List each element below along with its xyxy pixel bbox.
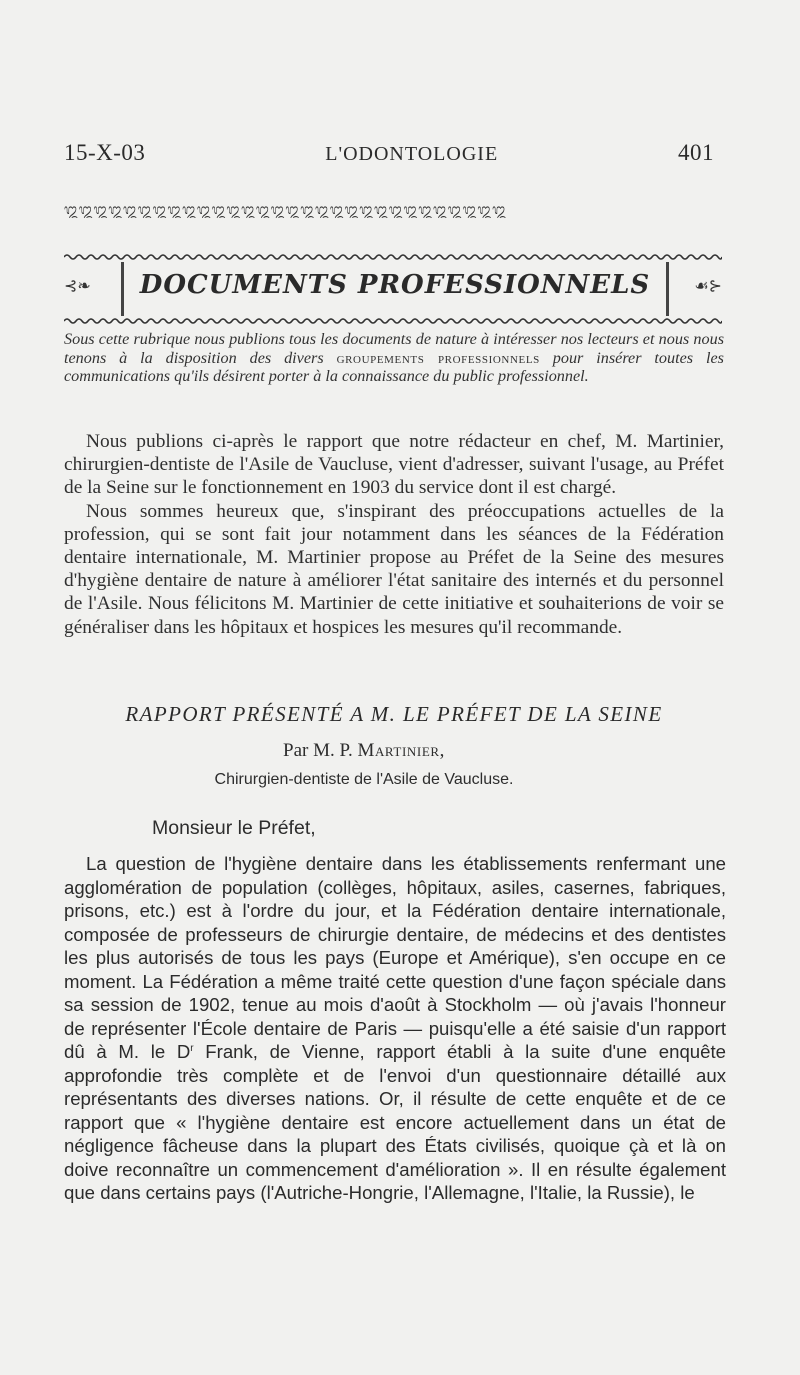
report-text-b: Frank, de Vienne, rapport établi à la suite d'une enquête approfondie très complète et de l'envoi d'un questionnaire détaillé aux représentants des diverses nations. Or, il résulte de cette enquête et de ce rapport que « l'hygiène dentaire est encore actuellement dans un état de négligence fâcheuse dans la plupart des États civilisés, quoique çà et là on doive reconnaître un commencement d'amélioration ». Il en résulte également que dans certains pays (l'Autriche-Hongrie, l'Allemagne, l'Italie, la Russie), le xyxy=(64,1041,726,1203)
report-body xyxy=(64,852,726,1205)
report-byline xyxy=(64,740,664,762)
page-number: 401 xyxy=(678,140,714,165)
editorial-paragraph-2: Nous sommes heureux que, s'inspirant des préoccupations actuelles de la profession, qui se sont fait jour notamment dans les séances de la Fédération dentaire internationale, M. Martinier propose au Préfet de la Seine des mesures d'hygiène dentaire de nature à améliorer l'état sanitaire des internés et du personnel de l'Asile. Nous félicitons M. Martinier de cette initiative et souhaiterions de voir se généraliser dans les hôpitaux et hospices les mesures qu'il recommande. xyxy=(64,500,724,638)
intro-text-1: Sous cette rubrique nous publions tous les documents de nature à intéresser nos lecteurs et nous nous tenons à la disposition des divers xyxy=(64,330,724,367)
journal-title: L'ODONTOLOGIE xyxy=(325,143,499,165)
report-paragraph-1 xyxy=(64,852,726,1205)
byline-prefix: Par M. P. xyxy=(283,740,358,761)
wavy-rule-bottom xyxy=(64,317,722,325)
editorial-text xyxy=(64,430,724,639)
fleuron-right-icon: ☙⊱ xyxy=(694,276,722,295)
doctor-abbrev-superscript: r xyxy=(190,1043,194,1054)
section-banner xyxy=(64,262,722,316)
intro-text-2: pour insérer toutes les communications qu'ils désirent porter à la connaissance du public professionnel. xyxy=(64,348,724,385)
section-heading: DOCUMENTS PROFESSIONNELS xyxy=(139,270,651,300)
decorative-border-ornament: ᭓᭓᭓᭓᭓᭓᭓᭓᭓᭓᭓᭓᭓᭓᭓᭓᭓᭓᭓᭓᭓᭓᭓᭓᭓᭓᭓᭓᭓᭓ xyxy=(64,202,507,218)
author-affiliation: Chirurgien-dentiste de l'Asile de Vaucluse. xyxy=(214,771,514,788)
section-intro-note xyxy=(64,330,724,386)
intro-smallcaps: groupements professionnels xyxy=(336,348,540,367)
issue-date: 15-X-03 xyxy=(64,140,146,165)
report-text-a: La question de l'hygiène dentaire dans les établissements renfermant une agglomération de population (collèges, hôpitaux, asiles, casernes, fabriques, prisons, etc.) est à l'ordre du jour, et la Fédération dentaire internationale, composée de professeurs de chirurgie dentaire, de médecins et des dentistes les plus autorisés de tous les pays (Europe et Amérique), s'en occupe en ce moment. La Fédération a même traité cette question d'une façon spéciale dans sa session de 1902, tenue au mois d'août à Stockholm — où j'avais l'honneur de représenter l'École dentaire de Paris — puisqu'elle a été saisie d'un rapport dû à M. le D xyxy=(64,853,726,1062)
banner-bar-right xyxy=(666,262,669,316)
byline-author: Martinier, xyxy=(357,740,445,761)
letter-salutation: Monsieur le Préfet, xyxy=(152,817,316,839)
wavy-rule-top xyxy=(64,253,722,261)
fleuron-left-icon: ⊰❧ xyxy=(64,276,91,295)
running-header xyxy=(64,140,714,166)
report-title: RAPPORT PRÉSENTÉ A M. LE PRÉFET DE LA SEINE xyxy=(125,702,663,726)
editorial-paragraph-1: Nous publions ci-après le rapport que notre rédacteur en chef, M. Martinier, chirurgien-dentiste de l'Asile de Vaucluse, vient d'adresser, suivant l'usage, au Préfet de la Seine sur le fonctionnement en 1903 du service dont il est chargé. xyxy=(64,431,724,499)
